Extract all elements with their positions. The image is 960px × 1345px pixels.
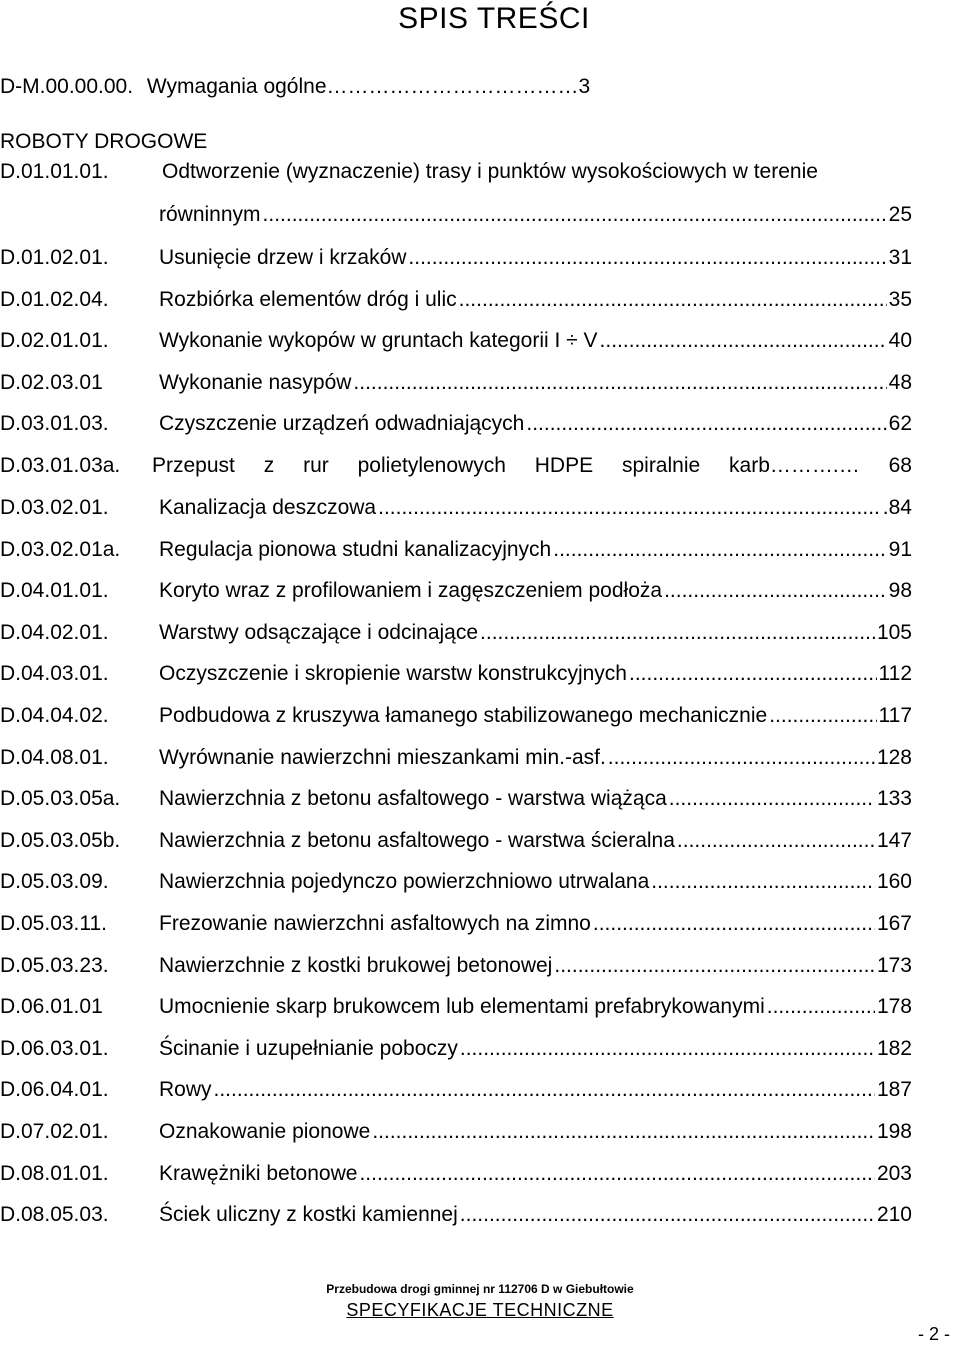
toc-leader: [263, 201, 887, 229]
toc-page: 147: [876, 828, 912, 852]
toc-code: D.05.03.11.: [0, 912, 108, 935]
toc-leader: [460, 1201, 875, 1229]
toc-leader: [677, 827, 875, 855]
toc-entry: [0, 536, 912, 564]
toc-page: 187: [876, 1078, 912, 1102]
toc-title: Oczyszczenie i skropienie warstw konstrukcyjnych: [159, 662, 627, 686]
toc-entry: [0, 952, 912, 980]
toc-title: Umocnienie skarp brukowcem lub elementami prefabrykowanymi: [159, 995, 765, 1019]
toc-page: 167: [876, 912, 912, 935]
toc-code: D.06.03.01.: [0, 1036, 109, 1060]
toc-leader: [767, 993, 875, 1021]
toc-leader: [651, 868, 875, 896]
toc-title: Usunięcie drzew i krzaków: [159, 246, 407, 269]
toc-leader: [608, 744, 875, 772]
toc-word: HDPE: [534, 454, 594, 477]
toc-leader: [378, 494, 881, 522]
toc-page: 62: [888, 412, 912, 436]
footer-project: Przebudowa drogi gminnej nr 112706 D w Giebułtowie: [326, 1282, 634, 1296]
toc-title: Warstwy odsączające i odcinające: [159, 620, 479, 644]
toc-entry: [0, 286, 912, 314]
toc-code: D.03.02.01.: [0, 496, 109, 519]
toc-page: 31: [888, 246, 912, 269]
toc-entry: [0, 244, 912, 272]
toc-leader: ………………………………: [326, 75, 579, 98]
toc-code: D-M.00.00.00.: [0, 75, 134, 98]
toc-leader: [629, 660, 877, 688]
section-heading: ROBOTY DROGOWE: [0, 130, 208, 153]
toc-code: D.06.01.01: [0, 995, 103, 1019]
toc-title: Nawierzchnia z betonu asfaltowego - warstwa ścieralna: [159, 828, 675, 852]
toc-code: D.05.03.05b.: [0, 828, 121, 852]
toc-title: Krawężniki betonowe: [159, 1161, 358, 1185]
toc-title: Rozbiórka elementów dróg i ulic: [159, 287, 457, 311]
toc-code: D.08.05.03.: [0, 1203, 109, 1227]
toc-code: D.07.02.01.: [0, 1120, 109, 1143]
page-number: - 2 -: [917, 1324, 950, 1344]
toc-leader: [372, 1118, 875, 1146]
page-title: SPIS TREŚCI: [398, 2, 590, 35]
toc-code: D.08.01.01.: [0, 1161, 109, 1185]
toc-code: D.03.02.01a.: [0, 537, 121, 561]
toc-title: Ścinanie i uzupełnianie poboczy: [159, 1036, 458, 1060]
toc-entry: [0, 744, 912, 772]
footer-spec: SPECYFIKACJE TECHNICZNE: [346, 1300, 614, 1320]
toc-word: polietylenowych: [357, 454, 506, 477]
toc-leader: [526, 410, 886, 438]
toc-title: Regulacja pionowa studni kanalizacyjnych: [159, 537, 552, 561]
toc-page: 128: [876, 745, 912, 769]
toc-page: 98: [888, 579, 912, 603]
toc-page: 35: [888, 287, 912, 311]
toc-title: Wymagania ogólne: [146, 75, 327, 98]
toc-leader: [353, 369, 886, 397]
toc-code: D.01.02.01.: [0, 246, 109, 269]
toc-page: 133: [876, 787, 912, 811]
toc-entry-first: [0, 160, 818, 184]
toc-title: Ściek uliczny z kostki kamiennej: [159, 1203, 458, 1227]
toc-code: D.02.03.01: [0, 370, 103, 394]
toc-title: Czyszczenie urządzeń odwadniających: [159, 412, 525, 436]
toc-code: D.03.01.03a.: [0, 454, 121, 477]
toc-page: 210: [876, 1203, 912, 1227]
toc-code: D.05.03.09.: [0, 870, 109, 894]
toc-leader: [669, 785, 875, 813]
toc-page: 173: [876, 953, 912, 977]
toc-page: 91: [888, 537, 912, 561]
toc-title: Odtworzenie (wyznaczenie) trasy i punktów wysokościowych w terenie: [162, 160, 818, 183]
toc-leader: [214, 1076, 875, 1104]
toc-leader: [664, 577, 887, 605]
toc-page: 117: [878, 704, 912, 727]
toc-title: Kanalizacja deszczowa: [159, 496, 377, 519]
toc-code: D.04.04.02.: [0, 704, 109, 727]
toc-code: D.01.02.04.: [0, 287, 109, 311]
toc-code: D.02.01.01.: [0, 329, 109, 353]
toc-entry: [0, 785, 912, 813]
toc-page: 105: [876, 620, 912, 644]
toc-entry: [0, 993, 912, 1021]
toc-code: D.04.01.01.: [0, 579, 109, 603]
toc-intro: [0, 75, 590, 99]
toc-code: D.06.04.01.: [0, 1078, 109, 1102]
toc-entry: [0, 702, 912, 730]
toc-word: rur: [303, 454, 329, 477]
toc-code: D.01.01.01.: [0, 160, 109, 183]
toc-code: D.04.03.01.: [0, 662, 109, 686]
toc-page: 203: [876, 1161, 912, 1185]
toc-page: 160: [876, 870, 912, 894]
toc-page: 40: [888, 329, 912, 353]
toc-leader: [459, 286, 887, 314]
toc-leader: [460, 1035, 875, 1063]
toc-title: Koryto wraz z profilowaniem i zagęszczeniem podłoża: [159, 579, 663, 603]
toc-entry-special: [0, 452, 912, 480]
toc-title: Frezowanie nawierzchni asfaltowych na zimno: [159, 912, 591, 935]
toc-entry: [0, 577, 912, 605]
toc-entry: [0, 660, 912, 688]
toc-title: Nawierzchnia pojedynczo powierzchniowo utrwalana: [159, 870, 650, 894]
toc-entry: [0, 868, 912, 896]
toc-entry: [0, 1201, 912, 1229]
toc-code: D.05.03.23.: [0, 953, 109, 977]
toc-entry: [0, 494, 912, 522]
toc-page: 3: [578, 75, 591, 98]
toc-title: Podbudowa z kruszywa łamanego stabilizowanego mechanicznie: [159, 704, 768, 727]
toc-code: D.04.08.01.: [0, 745, 109, 769]
toc-entry: [0, 619, 912, 647]
toc-code: D.05.03.05a.: [0, 787, 121, 811]
toc-entry: [0, 827, 912, 855]
toc-leader: [593, 910, 875, 938]
toc-title: Rowy: [159, 1078, 212, 1102]
toc-code: D.04.02.01.: [0, 620, 109, 644]
toc-leader: [480, 619, 875, 647]
toc-page: 198: [876, 1120, 912, 1143]
toc-code: D.03.01.03.: [0, 412, 109, 436]
toc-title: Wykonanie nasypów: [159, 370, 352, 394]
toc-entry: [0, 327, 912, 355]
toc-title: Nawierzchnia z betonu asfaltowego - warstwa wiążąca: [159, 787, 667, 811]
toc-page: 112: [878, 662, 912, 686]
toc-leader: [359, 1160, 875, 1188]
toc-page: 182: [876, 1036, 912, 1060]
toc-page: 48: [888, 370, 912, 394]
toc-title-cont: równinnym: [159, 203, 261, 226]
toc-title: Wykonanie wykopów w gruntach kategorii I ÷ V: [159, 329, 598, 353]
toc-word: Przepust: [152, 454, 235, 477]
toc-title: Wyrównanie nawierzchni mieszankami min.-asf.: [159, 745, 606, 769]
toc-entry: [0, 1076, 912, 1104]
toc-title: Oznakowanie pionowe: [159, 1120, 371, 1143]
toc-word: karb……….…: [729, 454, 860, 477]
toc-leader: [769, 702, 876, 730]
toc-leader: [554, 952, 875, 980]
toc-leader: [600, 327, 887, 355]
toc-entry: [0, 910, 912, 938]
toc-word: spiralnie: [621, 454, 701, 477]
toc-title: [152, 452, 912, 480]
toc-leader: [553, 536, 886, 564]
toc-title: Nawierzchnie z kostki brukowej betonowej: [159, 953, 553, 977]
toc-page: 178: [876, 995, 912, 1019]
toc-page: .84: [882, 496, 912, 519]
toc-word: 68: [888, 454, 912, 477]
toc-entry-first-cont: [0, 201, 912, 229]
toc-word: z: [263, 454, 275, 477]
toc-entry: [0, 1035, 912, 1063]
toc-entry: [0, 1160, 912, 1188]
toc-entry: [0, 369, 912, 397]
toc-leader: [408, 244, 886, 272]
toc-entry: [0, 1118, 912, 1146]
toc-entry: [0, 410, 912, 438]
toc-page: 25: [888, 203, 912, 226]
